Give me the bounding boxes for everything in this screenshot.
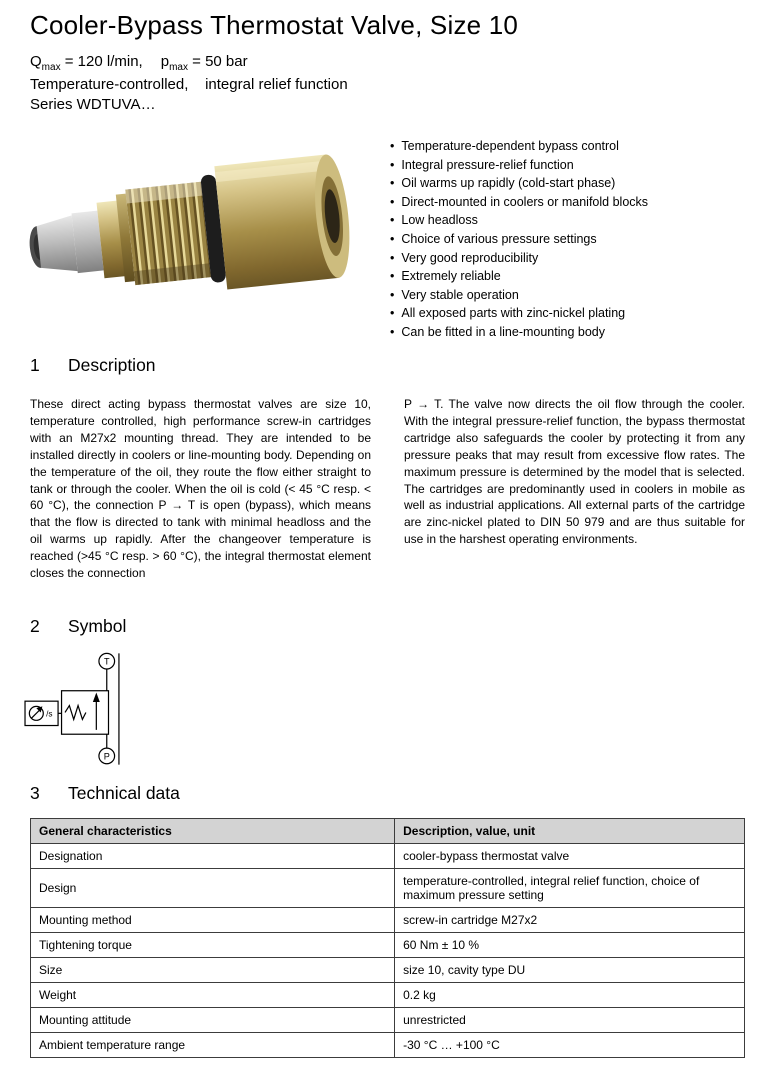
feature-item	[390, 323, 745, 342]
feature-item	[390, 304, 745, 323]
section-title: Symbol	[68, 616, 127, 636]
feature-item	[390, 211, 745, 230]
p-value: = 50 bar	[187, 53, 248, 70]
table-row-mounting-method	[31, 908, 745, 933]
feature-item	[390, 174, 745, 193]
feature-text: • Temperature-dependent bypass control	[401, 139, 619, 153]
table-cell-label: Mounting method	[31, 908, 395, 933]
feature-text: • Very good reproducibility	[401, 250, 539, 265]
table-header-general-characteristics: General characteristics	[31, 819, 395, 844]
table-cell-value: temperature-controlled, integral relief function, choice of maximum pressure setting	[395, 869, 745, 908]
valve-photo	[16, 129, 366, 334]
table-cell-label: Mounting attitude	[31, 1008, 395, 1033]
spec-line	[30, 53, 745, 73]
table-row-designation	[31, 844, 745, 869]
series-line: Series WDTUVA…	[30, 96, 156, 113]
section-title: Technical data	[68, 783, 180, 803]
feature-text: • Choice of various pressure settings	[401, 231, 597, 246]
feature-text: • Oil warms up rapidly (cold-start phase)	[401, 176, 616, 191]
feature-text: • Can be fitted in a line-mounting body	[401, 324, 605, 339]
feature-item	[390, 249, 745, 268]
table-cell-label: Tightening torque	[31, 933, 395, 958]
thermostat-control-label: /s	[46, 709, 53, 719]
feature-item	[390, 230, 745, 249]
hero-section	[30, 129, 745, 337]
q-subscript: max	[41, 62, 61, 73]
table-row-ambient-temperature-range	[31, 1033, 745, 1058]
description-column-left: These direct acting bypass thermostat valves are size 10, temperature controlled, high performance screw-in cartridges with an M27x2 mounting thread. They are intended to be installed directly in coolers or line-mounting body. Depending on the temperature of the oil, they route the flow either straight to tank or through the cooler. When the oil is cold (< 45 °C resp. < 60 °C), the connection P → T is open (bypass), which means that the flow is directed to tank with minimal headloss and the oil warms up rapidly. After the changeover temperature is reached (>45 °C resp. > 60 °C), the integral thermostat element closes the connection	[30, 397, 371, 581]
table-row-mounting-attitude	[31, 1008, 745, 1033]
feature-text: • Integral pressure-relief function	[401, 157, 574, 172]
p-subscript: max	[169, 62, 188, 73]
port-t-label: T	[103, 656, 110, 667]
qmax-spec	[30, 53, 143, 73]
port-p-label: P	[103, 751, 110, 762]
table-cell-value: 60 Nm ± 10 %	[395, 933, 745, 958]
feature-item	[390, 286, 745, 305]
table-cell-value: -30 °C … +100 °C	[395, 1033, 745, 1058]
feature-text: • Direct-mounted in coolers or manifold blocks	[401, 194, 649, 209]
p-symbol: p	[160, 53, 170, 70]
section-heading-technical-data	[30, 783, 745, 804]
table-header-row	[31, 819, 745, 844]
table-row-size	[31, 958, 745, 983]
feature-item	[390, 193, 745, 212]
feature-item	[390, 137, 745, 156]
section-number: 1	[30, 355, 40, 375]
q-value: = 120 l/min,	[60, 53, 143, 70]
product-image	[16, 129, 376, 337]
section-heading-symbol	[30, 616, 745, 637]
pmax-spec	[160, 53, 248, 73]
description-columns	[30, 396, 745, 582]
feature-text: • Extremely reliable	[401, 269, 501, 284]
feature-list	[376, 129, 745, 337]
table-cell-label: Ambient temperature range	[31, 1033, 395, 1058]
table-cell-value: 0.2 kg	[395, 983, 745, 1008]
hydraulic-symbol-svg	[18, 649, 179, 769]
subtitle-line: Temperature-controlled, integral relief function	[30, 76, 348, 93]
q-symbol: Q	[30, 53, 42, 70]
feature-text: • Very stable operation	[401, 287, 519, 302]
hydraulic-symbol	[18, 649, 745, 769]
feature-item	[390, 156, 745, 175]
section-heading-description	[30, 355, 745, 376]
feature-text: • All exposed parts with zinc-nickel plating	[401, 306, 626, 321]
table-row-design	[31, 869, 745, 908]
table-header-description-value-unit: Description, value, unit	[395, 819, 745, 844]
table-cell-value: screw-in cartridge M27x2	[395, 908, 745, 933]
description-column-right: P → T. The valve now directs the oil flow through the cooler. With the integral pressure-relief function, the bypass thermostat cartridge also safeguards the cooler by protecting it from any pressure peaks that may result from excessive flow rates. The maximum pressure is determined by the model that is selected. The cartridges are predominantly used in coolers in mobile as well as industrial applications. All external parts of the cartridge are zinc-nickel plated to DIN 50 979 and are thus suitable for use in the harshest operating environments.	[404, 397, 745, 547]
section-number: 3	[30, 783, 40, 803]
feature-text: • Low headloss	[401, 213, 478, 228]
table-row-tightening-torque	[31, 933, 745, 958]
table-row-weight	[31, 983, 745, 1008]
table-cell-label: Design	[31, 869, 395, 908]
table-cell-label: Weight	[31, 983, 395, 1008]
section-number: 2	[30, 616, 40, 636]
table-cell-value: unrestricted	[395, 1008, 745, 1033]
page-title: Cooler-Bypass Thermostat Valve, Size 10	[30, 10, 519, 40]
table-cell-label: Size	[31, 958, 395, 983]
section-title: Description	[68, 355, 156, 375]
technical-data-table	[30, 818, 745, 1058]
table-cell-value: cooler-bypass thermostat valve	[395, 844, 745, 869]
feature-item	[390, 267, 745, 286]
table-cell-value: size 10, cavity type DU	[395, 958, 745, 983]
table-cell-label: Designation	[31, 844, 395, 869]
